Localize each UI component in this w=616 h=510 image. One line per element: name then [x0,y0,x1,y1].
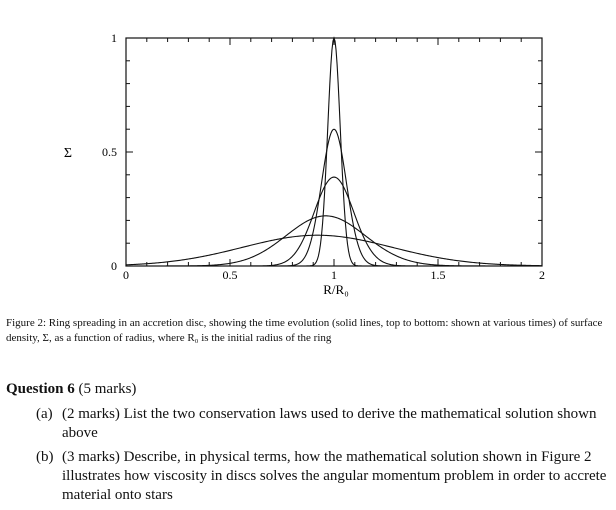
tick-labels [102,31,545,282]
part-label: (b) [36,449,54,465]
series-line-t2 [126,129,542,266]
curves [126,38,542,266]
y-tick-label: 1 [111,31,117,45]
series-line-t3 [126,177,542,266]
x-tick-label: 2 [539,268,545,282]
series-line-t1 [126,38,542,266]
x-tick-label: 0.5 [222,268,238,282]
question-block [6,380,610,510]
x-tick-label: 1.5 [430,268,446,282]
x-tick-label: 1 [331,268,337,282]
part-text: (2 marks) List the two conservation laws used to derive the mathematical solution shown above [62,406,597,441]
question-part [6,405,610,443]
y-tick-label: 0 [111,259,117,273]
axis-ticks [126,38,542,266]
x-axis-label: R/R₀ [323,282,349,297]
y-axis-label: Σ [63,146,73,161]
y-tick-label: 0.5 [102,145,117,159]
question-number: Question 6 [6,381,75,397]
question-part [6,448,610,505]
x-tick-label: 0 [123,268,129,282]
part-label: (a) [36,406,53,422]
part-text: (3 marks) Describe, in physical terms, how the mathematical solution shown in Figure 2 illustrates how viscosity in discs solves the angular momentum problem in order to accrete material onto stars [62,449,607,503]
figure-caption: Figure 2: Ring spreading in an accretion disc, showing the time evolution (solid lines, top to bottom: shown at various times) of surface density, Σ, as a function of radius, where R₀ is the initial radius of the ring [6,317,603,344]
plot-frame [126,38,542,266]
question-heading [6,380,610,399]
question-marks: (5 marks) [78,381,137,397]
